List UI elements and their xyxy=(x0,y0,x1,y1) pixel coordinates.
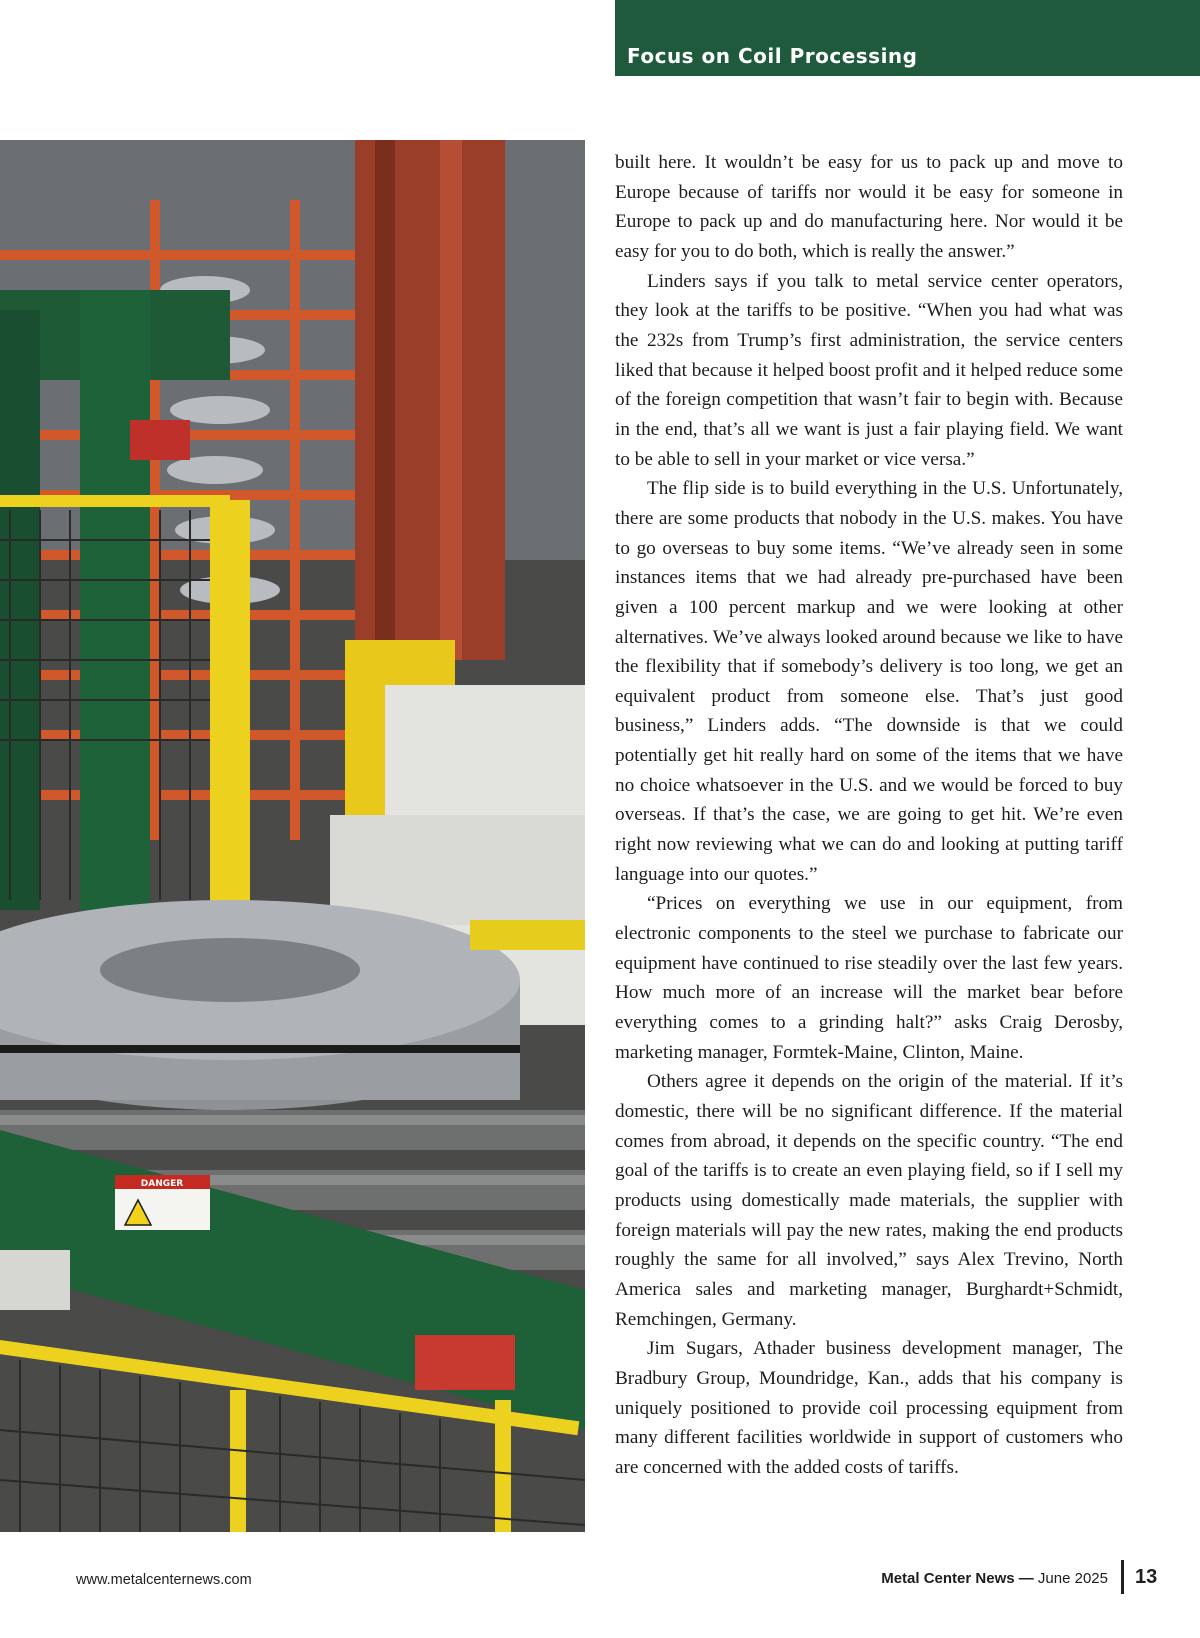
article-paragraph: “Prices on everything we use in our equipment, from electronic components to the steel we purchase to fabricate our equipment have continued to rise steadily over the last few years. How much more of an increase will the market bear before everything comes to a grinding halt?” asks Craig Derosby, marketing manager, Formtek-Maine, Clinton, Maine. xyxy=(615,893,1123,1063)
article-paragraph: Jim Sugars, Athader business development manager, The Bradbury Group, Moundridge, Kan., adds that his company is uniquely positioned to provide coil processing equipment from many different facilities worldwide in support of customers who are concerned with the added costs of tariffs. xyxy=(615,1338,1123,1478)
footer-publication-line xyxy=(881,1570,1108,1587)
article-paragraph: The flip side is to build everything in the U.S. Unfortunately, there are some products that nobody in the U.S. makes. You have to go overseas to buy some items. “We’ve already seen in some instances items that we had already pre-purchased have been given a 100 percent markup and we were looking at other alternatives. We’ve always looked around because we like to have the flexibility that if somebody’s delivery is too long, we get an equivalent product from someone else. That’s just good business,” Linders adds. “The downside is that we could potentially get hit really hard on some of the items that we have no choice whatsoever in the U.S. and we would be forced to buy overseas. If that’s the case, we are going to get hit. We’re even right now reviewing what we can do and looking at putting tariff language into our quotes.” xyxy=(615,478,1123,885)
page-number: 13 xyxy=(1135,1566,1158,1588)
footer-issue-date: June 2025 xyxy=(1037,1570,1108,1587)
coil-processing-photo xyxy=(0,140,585,1532)
photo-illustration xyxy=(0,140,585,1532)
footer-separator: — xyxy=(1014,1570,1038,1587)
article-body xyxy=(615,148,1123,1483)
section-banner xyxy=(615,0,1200,76)
danger-sticker-label: DANGER xyxy=(140,1179,184,1189)
article-paragraph: built here. It wouldn’t be easy for us to pack up and move to Europe because of tariffs nor would it be easy for someone in Europe to pack up and do manufacturing here. Nor would it be easy for you to do both, which is really the answer.” xyxy=(615,152,1123,262)
section-title: Focus on Coil Processing xyxy=(627,44,918,68)
footer-website: www.metalcenternews.com xyxy=(76,1572,252,1588)
footer-publication: Metal Center News xyxy=(881,1570,1015,1587)
footer-divider xyxy=(1121,1560,1124,1594)
article-paragraph: Linders says if you talk to metal service center operators, they look at the tariffs to be positive. “When you had what was the 232s from Trump’s first administration, the service centers liked that because it helped boost profit and it helped reduce some of the foreign competition that wasn’t fair to begin with. Because in the end, that’s all we want is just a fair playing field. We want to be able to sell in your market or vice versa.” xyxy=(615,270,1123,470)
article-paragraph: Others agree it depends on the origin of the material. If it’s domestic, there will be no significant difference. If the material comes from abroad, it depends on the specific country. “The end goal of the tariffs is to create an even playing field, so if I sell my products using domestically made materials, the supplier with foreign materials will pay the new rates, making the end products roughly the same for all involved,” says Alex Trevino, North America sales and marketing manager, Burghardt+Schmidt, Remchingen, Germany. xyxy=(615,1071,1123,1330)
